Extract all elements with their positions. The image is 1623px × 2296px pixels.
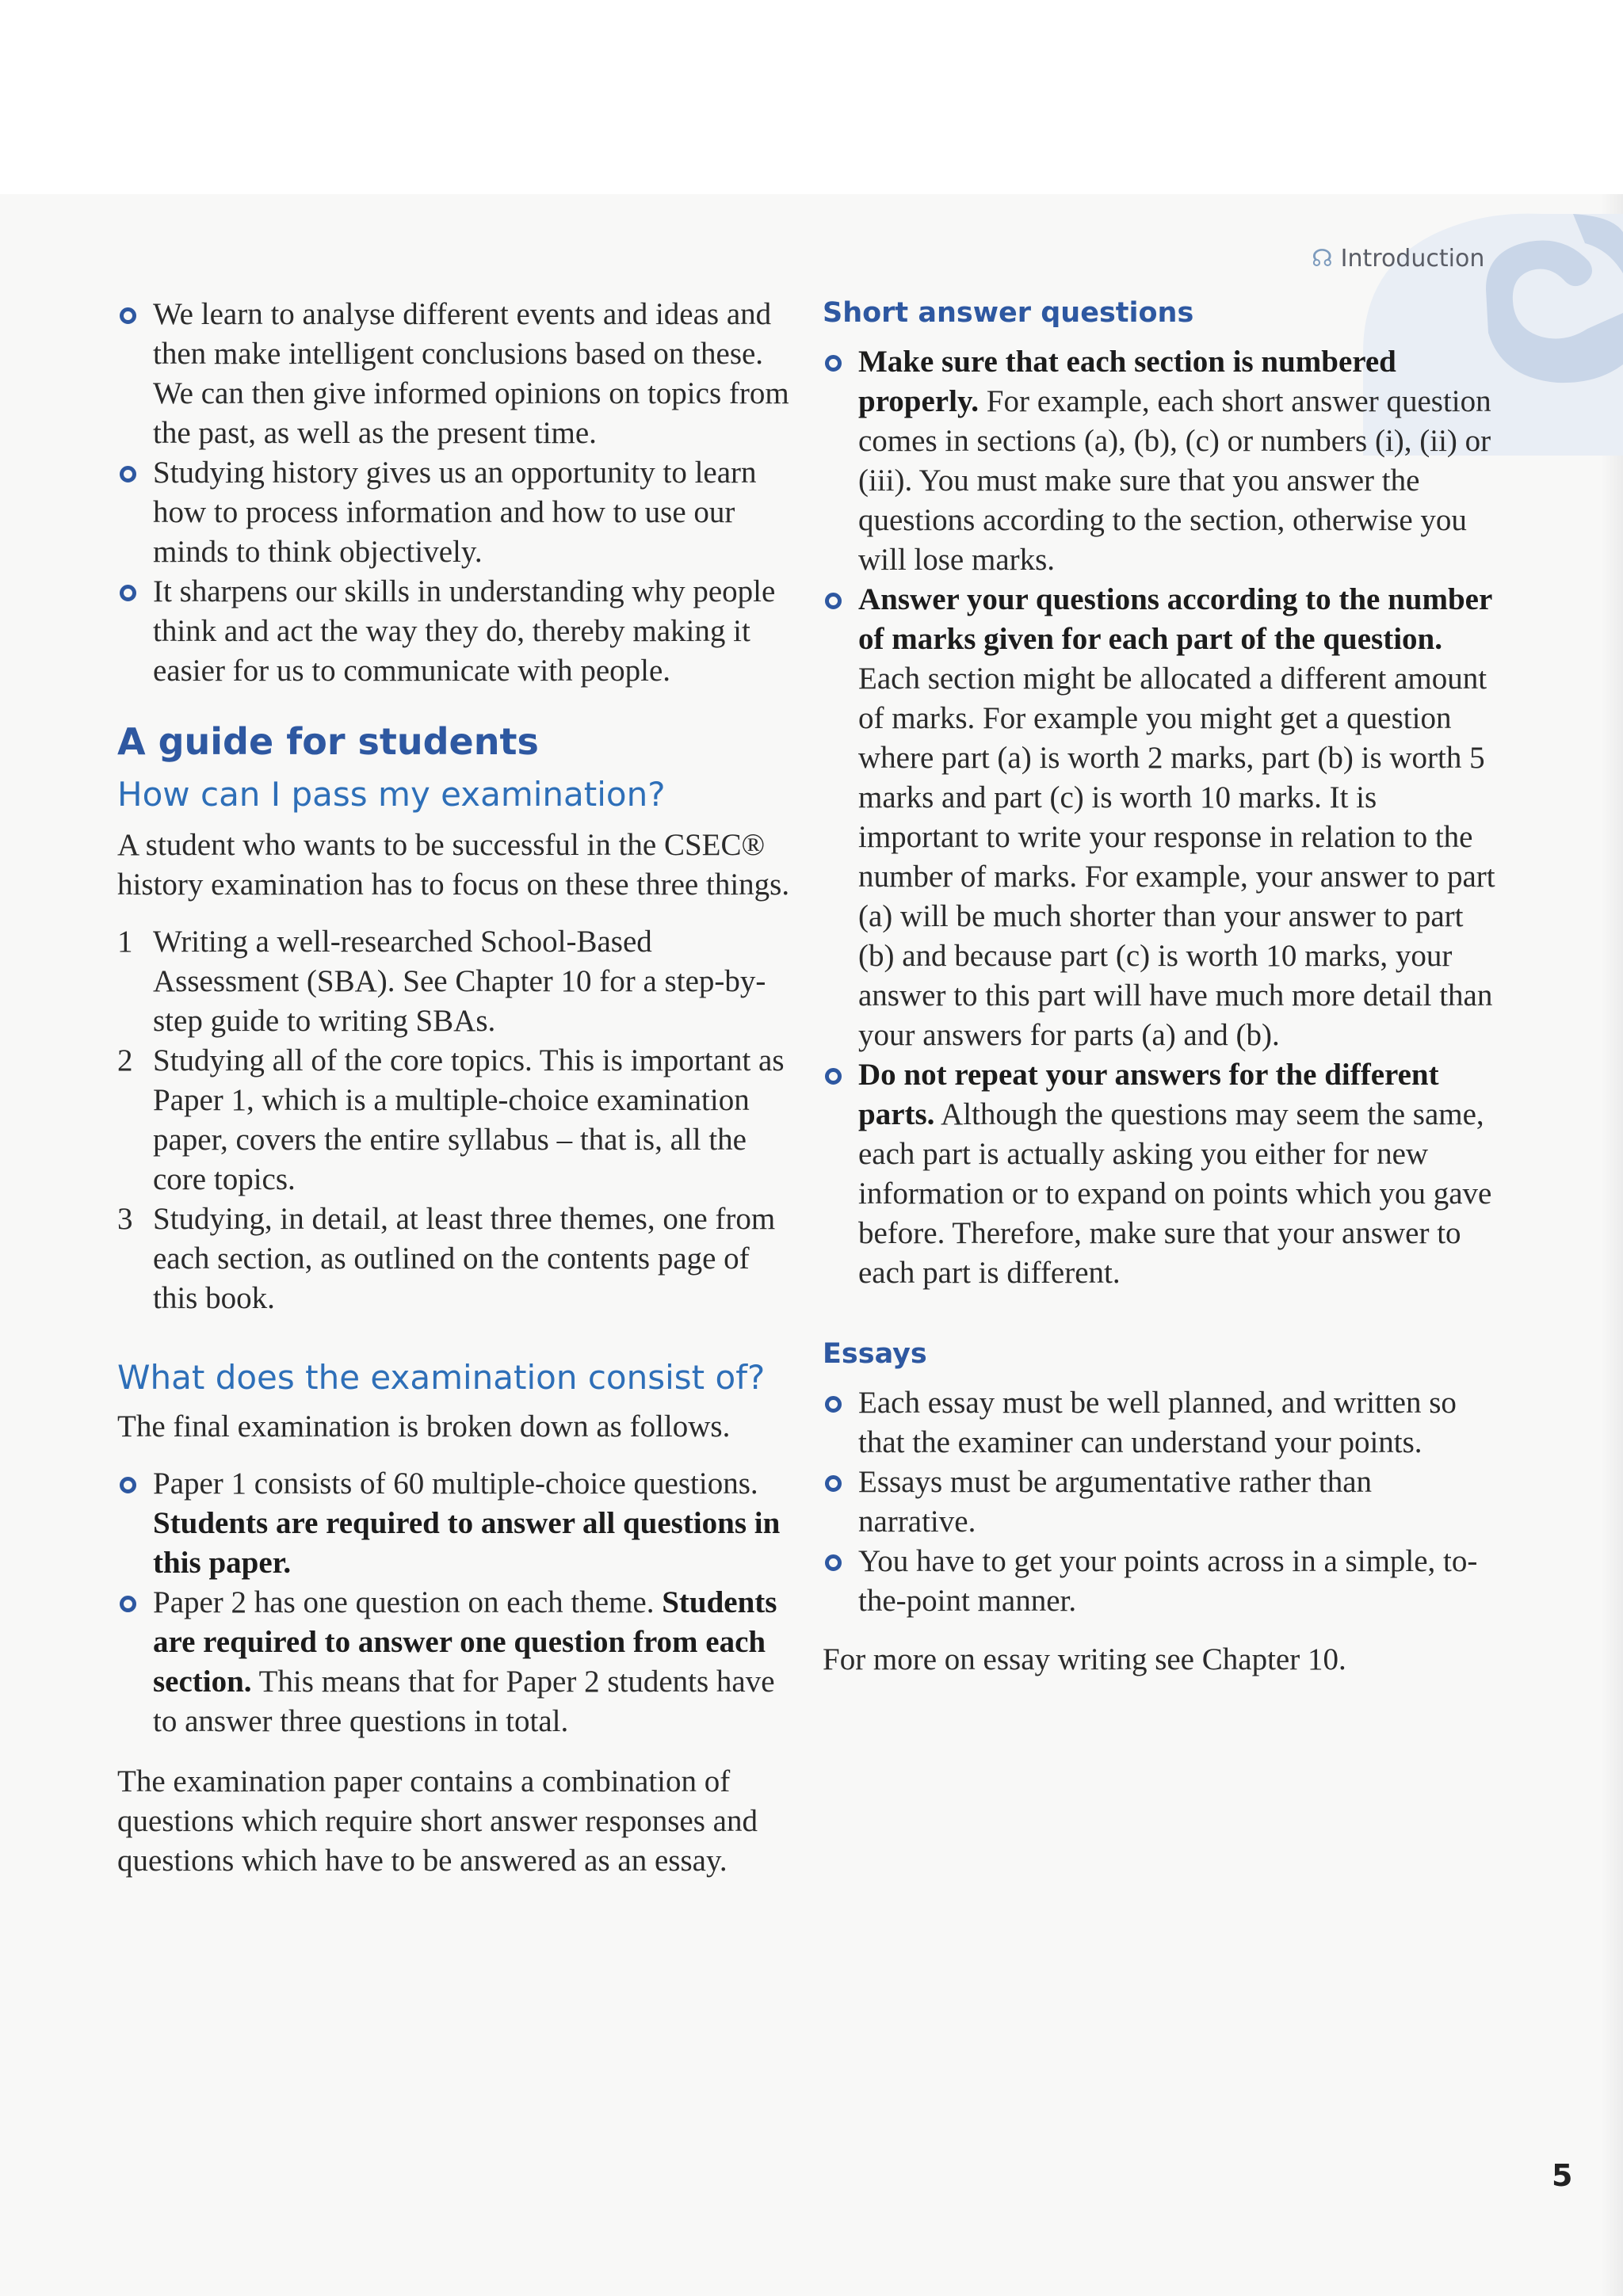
list-item: Paper 2 has one question on each theme. Students are required to answer one question from each section. This means that for Paper 2 students have to answer three questions in total. xyxy=(117,1583,791,1741)
bullet-icon xyxy=(825,593,842,609)
list-item: Make sure that each section is numbered properly. For example, each short answer question comes in sections (a), (b), (c) or numbers (i), (ii) or (iii). You must make sure that you answer the questions according to the section, otherwise you will lose marks. xyxy=(823,342,1496,580)
bullet-icon xyxy=(120,1596,136,1612)
list-item: 1 Writing a well-researched School-Based Assessment (SBA). See Chapter 10 for a step-by-step guide to writing SBAs. xyxy=(117,925,766,1038)
right-column xyxy=(823,295,1496,1680)
short-answer-heading: Short answer questions xyxy=(823,297,1194,329)
pass-numbered-list xyxy=(117,922,791,1318)
guide-heading: A guide for students xyxy=(117,720,539,763)
top-margin xyxy=(0,0,1623,194)
essays-bullet-list xyxy=(823,1383,1496,1621)
page-edge-shadow xyxy=(1601,194,1623,2296)
bullet-icon xyxy=(825,1554,842,1571)
running-header xyxy=(1312,242,1484,274)
bullet-icon xyxy=(825,355,842,372)
bullet-icon xyxy=(120,307,136,324)
list-item: Do not repeat your answers for the different parts. Although the questions may seem the same, each part is actually asking you either for new information or to expand on points which you gave before. Therefore, make sure that your answer to each part is different. xyxy=(823,1055,1496,1293)
essays-heading: Essays xyxy=(823,1338,927,1370)
bullet-icon xyxy=(120,466,136,482)
list-item: 2 Studying all of the core topics. This is important as Paper 1, which is a multiple-choice examination paper, covers the entire syllabus – that is, all the core topics. xyxy=(117,1043,785,1196)
essays-outro: For more on essay writing see Chapter 10. xyxy=(823,1642,1346,1676)
bullet-icon xyxy=(825,1475,842,1492)
list-item: Paper 1 consists of 60 multiple-choice questions. Students are required to answer all questions in this paper. xyxy=(117,1464,791,1583)
section-title: Introduction xyxy=(1340,244,1485,273)
exam-heading: What does the examination consist of? xyxy=(117,1358,766,1397)
pass-heading: How can I pass my examination? xyxy=(117,775,666,814)
list-item: You have to get your points across in a simple, to-the-point manner. xyxy=(823,1542,1496,1621)
list-item: It sharpens our skills in understanding why people think and act the way they do, thereby making it easier for us to communicate with people. xyxy=(117,572,791,691)
chapter-mark-icon: ☊ xyxy=(1312,244,1333,273)
exam-intro: The final examination is broken down as follows. xyxy=(117,1409,731,1444)
bullet-icon xyxy=(825,1396,842,1413)
intro-bullet-list xyxy=(117,295,791,691)
list-item: Each essay must be well planned, and written so that the examiner can understand your points. xyxy=(823,1383,1496,1463)
exam-outro: The examination paper contains a combination of questions which require short answer responses and questions which have to be answered as an essay. xyxy=(117,1764,758,1878)
list-item: Studying history gives us an opportunity to learn how to process information and how to use our minds to think objectively. xyxy=(117,453,791,572)
left-column xyxy=(117,295,791,1881)
bullet-icon xyxy=(120,585,136,601)
list-item: Essays must be argumentative rather than narrative. xyxy=(823,1463,1496,1542)
list-item: Answer your questions according to the number of marks given for each part of the question. Each section might be allocated a different amount of marks. For example you might get a question where part (a) is worth 2 marks, part (b) is worth 5 marks and part (c) is worth 10 marks. It is important to write your response in relation to the number of marks. For example, your answer to part (a) will be much shorter than your answer to part (b) and because part (c) is worth 10 marks, your answer to this part will have much more detail than your answers for parts (a) and (b). xyxy=(823,580,1496,1055)
bullet-icon xyxy=(120,1477,136,1493)
page-number: 5 xyxy=(1552,2158,1573,2193)
short-answer-bullet-list xyxy=(823,342,1496,1293)
exam-bullet-list xyxy=(117,1464,791,1741)
bullet-icon xyxy=(825,1068,842,1085)
list-item: We learn to analyse different events and ideas and then make intelligent conclusions based on these. We can then give informed opinions on topics from the past, as well as the present time. xyxy=(117,295,791,453)
pass-intro: A student who wants to be successful in the CSEC® history examination has to focus on these three things. xyxy=(117,828,790,902)
list-item: 3 Studying, in detail, at least three themes, one from each section, as outlined on the contents page of this book. xyxy=(117,1202,776,1315)
